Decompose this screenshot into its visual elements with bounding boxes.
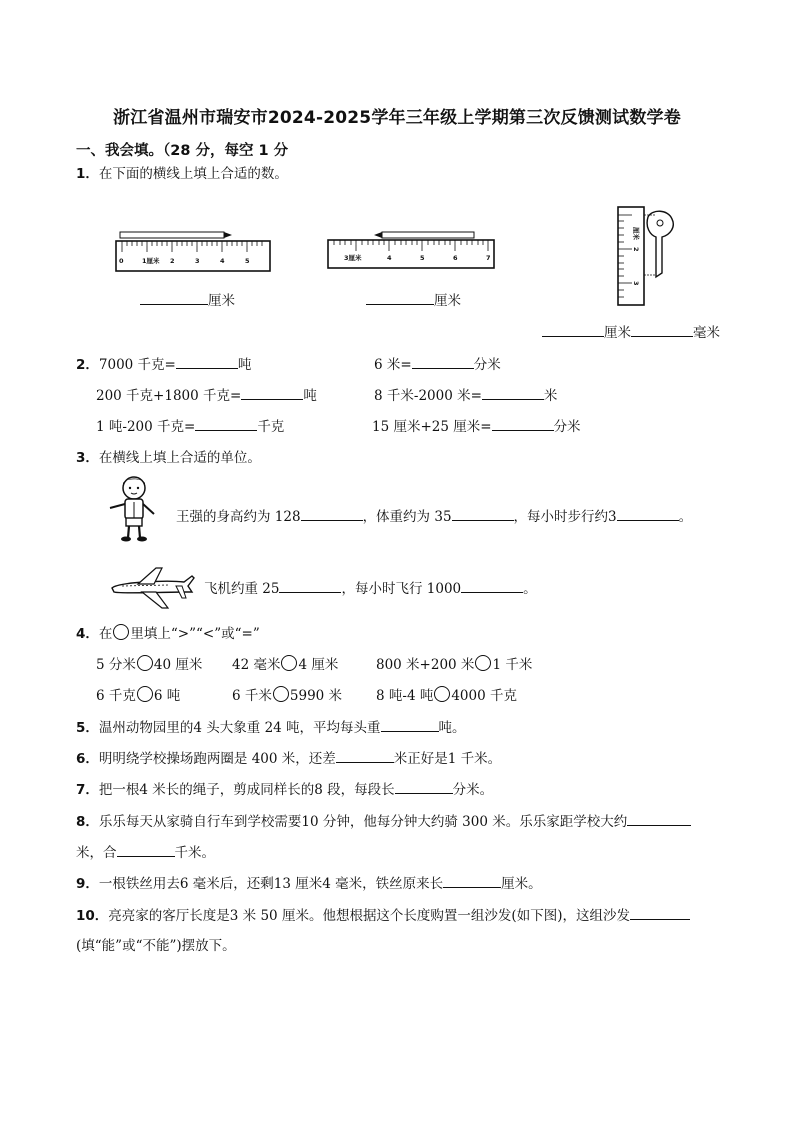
question-9 <box>76 873 542 894</box>
question-text: 分米。 <box>452 782 494 798</box>
compare-2 <box>232 655 338 675</box>
statement: 。 <box>523 581 537 597</box>
answer-blank[interactable] <box>617 506 679 521</box>
question-number: 3． <box>76 450 99 466</box>
question-number: 2． <box>76 357 99 373</box>
compare-4 <box>96 686 180 706</box>
airplane-illustration <box>108 562 196 612</box>
expression: 4 厘米 <box>298 657 339 673</box>
comparison-circle[interactable] <box>281 655 297 671</box>
expression: 6 米= <box>374 357 412 373</box>
unit-label: 毫米 <box>693 325 720 341</box>
page-title: 浙江省温州市瑞安市2024-2025学年三年级上学期第三次反馈测试数学卷 <box>113 108 681 128</box>
question-number: 9． <box>76 876 99 892</box>
expression: 6 千米 <box>232 688 272 704</box>
tick-label: 6 <box>453 254 458 262</box>
expression: 42 毫米 <box>232 657 281 673</box>
question-7 <box>76 779 493 800</box>
question-number: 4． <box>76 626 99 642</box>
answer-blank[interactable] <box>117 842 175 857</box>
compare-6 <box>376 686 517 706</box>
question-1 <box>76 164 288 184</box>
comparison-circle[interactable] <box>137 655 153 671</box>
statement: 飞机约重 25 <box>204 581 280 597</box>
pencil-tip <box>374 232 382 238</box>
unit-label: 千克 <box>257 419 285 435</box>
question-number: 7． <box>76 782 99 798</box>
unit-label: 厘米 <box>208 293 235 309</box>
question-text: 千米。 <box>174 845 215 861</box>
statement: 王强的身高约为 128 <box>176 509 301 525</box>
unit-label: 米 <box>543 388 558 404</box>
tick-label: 4 <box>220 257 225 265</box>
compare-5 <box>232 686 342 706</box>
expression: 800 米+200 米 <box>376 657 475 673</box>
question-number: 6． <box>76 751 99 767</box>
ruler-with-pencil-1 <box>114 228 274 276</box>
answer-blank[interactable] <box>381 717 439 732</box>
question-2-a3 <box>96 416 284 437</box>
question-text: 米，合 <box>76 845 117 861</box>
answer-blank[interactable] <box>412 354 474 369</box>
statement: ，体重约为 35 <box>362 509 452 525</box>
question-2 <box>76 354 251 375</box>
unit-label: 分米 <box>473 357 501 373</box>
question-text: 明明绕学校操场跑两圈是 400 米，还差 <box>98 751 336 767</box>
expression: 6 千克 <box>96 688 136 704</box>
question-2-b1 <box>374 354 501 375</box>
question-text: 在下面的横线上填上合适的数。 <box>98 166 288 182</box>
expression: 4000 千克 <box>451 688 517 704</box>
tick-label: 1厘米 <box>142 257 160 265</box>
ruler-with-pencil-2 <box>326 229 498 273</box>
question-number: 8． <box>76 814 99 830</box>
key-hole <box>657 220 663 226</box>
statement: ，每小时飞行 1000 <box>341 581 462 597</box>
question-8 <box>76 811 691 832</box>
vertical-ruler-with-key <box>612 205 684 309</box>
question-text: 把一根4 米长的绳子，剪成同样长的8 段，每段长 <box>98 782 395 798</box>
question-5 <box>76 717 466 738</box>
tick-label: 5 <box>245 257 250 265</box>
question-text: 温州动物园里的4 头大象重 24 吨，平均每头重 <box>98 720 381 736</box>
expression: 15 厘米+25 厘米= <box>372 419 492 435</box>
ruler-3-answer <box>542 322 720 343</box>
section-heading: 一、我会填。（28 分，每空 1 分 <box>76 143 289 159</box>
expression: 7000 千克= <box>98 357 176 373</box>
comparison-circle[interactable] <box>434 686 450 702</box>
unit-label: 厘米 <box>434 293 461 309</box>
unit-label: 吨 <box>237 357 252 373</box>
comparison-circle[interactable] <box>273 686 289 702</box>
answer-blank[interactable] <box>482 385 544 400</box>
answer-blank[interactable] <box>336 748 394 763</box>
question-3-line-1 <box>176 506 692 527</box>
tick-label: 3厘米 <box>344 254 362 262</box>
question-text: 吨。 <box>438 720 466 736</box>
answer-blank[interactable] <box>492 416 554 431</box>
question-number: 1． <box>76 166 99 182</box>
answer-blank[interactable] <box>301 506 363 521</box>
expression: 5 分米 <box>96 657 136 673</box>
answer-blank[interactable] <box>630 905 690 920</box>
question-10-cont <box>76 936 236 956</box>
ruler-1-answer <box>140 290 235 311</box>
expression: 1 吨-200 千克= <box>96 419 196 435</box>
tick-label: 4 <box>387 254 392 262</box>
question-3-line-2 <box>204 578 537 599</box>
answer-blank[interactable] <box>443 873 501 888</box>
expression: 8 千米-2000 米= <box>374 388 482 404</box>
tick-label: 3 <box>195 257 200 265</box>
question-3 <box>76 448 261 468</box>
question-text: 亮亮家的客厅长度是3 米 50 厘米。他想根据这个长度购置一组沙发(如下图)，这组沙发 <box>108 908 630 924</box>
question-2-b2 <box>374 385 557 406</box>
question-6 <box>76 748 501 769</box>
tick-label: 厘米 <box>632 227 640 240</box>
comparison-circle <box>113 624 129 640</box>
compare-3 <box>376 655 532 675</box>
comparison-circle[interactable] <box>475 655 491 671</box>
question-number: 5． <box>76 720 99 736</box>
pencil-body <box>382 232 474 238</box>
question-8-cont <box>76 842 215 863</box>
tick-label: 2 <box>170 257 175 265</box>
question-text: 里填上“>”“<”或“=” <box>130 626 260 642</box>
pencil-tip <box>224 232 232 238</box>
question-text: 在横线上填上合适的单位。 <box>98 450 261 466</box>
question-2-b3 <box>372 416 581 437</box>
expression: 200 千克+1800 千克= <box>96 388 242 404</box>
question-2-a2 <box>96 385 317 406</box>
tick-label: 0 <box>119 257 124 265</box>
answer-blank[interactable] <box>631 322 693 337</box>
unit-label: 厘米 <box>604 325 631 341</box>
question-text: 乐乐每天从家骑自行车到学校需要10 分钟，他每分钟大约骑 300 米。乐乐家距学校大约 <box>98 814 628 830</box>
question-10 <box>76 905 690 926</box>
statement: 。 <box>678 509 693 525</box>
tick-label: 5 <box>420 254 425 262</box>
expression: 8 吨-4 吨 <box>376 688 434 704</box>
answer-blank[interactable] <box>176 354 238 369</box>
question-text: (填“能”或“不能”)摆放下。 <box>76 938 236 954</box>
unit-label: 分米 <box>553 419 581 435</box>
expression: 40 厘米 <box>153 657 203 673</box>
tick-label: 3 <box>632 281 640 286</box>
boy-illustration <box>104 474 164 544</box>
answer-blank[interactable] <box>279 578 341 593</box>
expression: 1 千米 <box>492 657 533 673</box>
expression: 6 吨 <box>153 688 181 704</box>
ruler-2-answer <box>366 290 461 311</box>
answer-blank[interactable] <box>395 779 453 794</box>
question-number: 10． <box>76 908 109 924</box>
answer-blank[interactable] <box>542 322 604 337</box>
unit-label: 吨 <box>303 388 317 404</box>
question-text: 米正好是1 千米。 <box>393 751 502 767</box>
answer-blank[interactable] <box>627 811 691 826</box>
question-text: 一根铁丝用去6 毫米后，还剩13 厘米4 毫米，铁丝原来长 <box>98 876 444 892</box>
statement: ，每小时步行约3 <box>513 509 617 525</box>
answer-blank[interactable] <box>452 506 514 521</box>
answer-blank[interactable] <box>366 290 434 305</box>
answer-blank[interactable] <box>241 385 303 400</box>
answer-blank[interactable] <box>461 578 523 593</box>
answer-blank[interactable] <box>140 290 208 305</box>
tick-label: 2 <box>632 247 640 252</box>
comparison-circle[interactable] <box>137 686 153 702</box>
question-text: 厘米。 <box>501 876 542 892</box>
question-4 <box>76 624 260 644</box>
pencil-body <box>120 232 224 238</box>
tick-label: 7 <box>486 254 491 262</box>
expression: 5990 米 <box>289 688 343 704</box>
compare-1 <box>96 655 202 675</box>
question-text: 在 <box>98 626 113 642</box>
answer-blank[interactable] <box>195 416 257 431</box>
